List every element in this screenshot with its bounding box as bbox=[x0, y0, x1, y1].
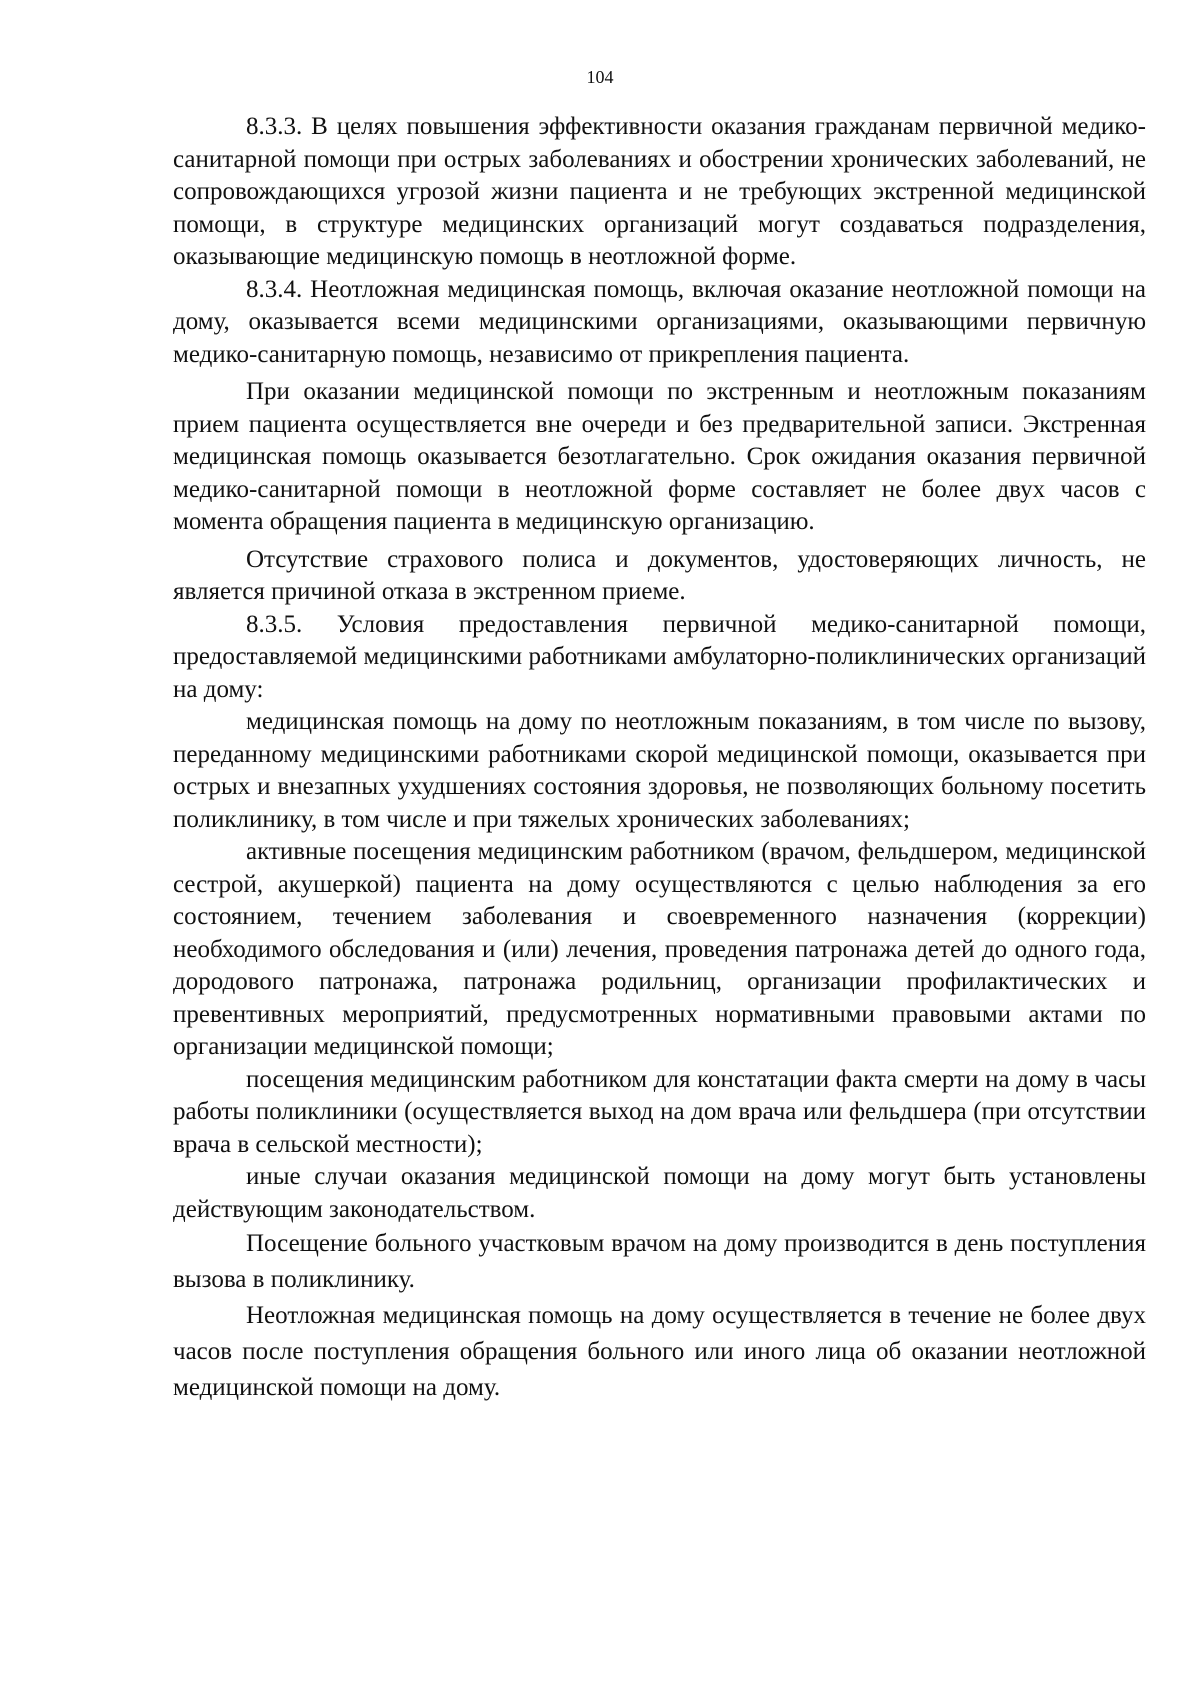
list-item-death-confirmation: посещения медицинским работником для констатации факта смерти на дому в часы работы поликлиники (осуществляется выход на дом врача или фельдшера (при отсутствии врача в сельской местности); bbox=[173, 1065, 1146, 1158]
paragraph-8-3-3: 8.3.3. В целях повышения эффективности оказания гражданам первичной медико-санитарной помощи при острых заболеваниях и обострении хронических заболеваний, не сопровождающихся угрозой жизни пациента и не требующих экстренной медицинской помощи, в структуре медицинских организаций могут создаваться подразделения, оказывающие медицинскую помощь в неотложной форме. bbox=[173, 113, 1146, 270]
paragraph-emergency-reception: При оказании медицинской помощи по экстренным и неотложным показаниям прием пациента осуществляется вне очереди и без предварительной записи. Экстренная медицинская помощь оказывается безотлагательно. Срок ожидания оказания первичной медико-санитарной помощи в неотложной форме составляет не более двух часов с момента обращения пациента в медицинскую организацию. bbox=[173, 378, 1146, 535]
document-body bbox=[173, 111, 1146, 1406]
list-item-other-cases: иные случаи оказания медицинской помощи на дому могут быть установлены действующим законодательством. bbox=[173, 1163, 1146, 1223]
page-number: 104 bbox=[586, 67, 614, 87]
paragraph-8-3-4: 8.3.4. Неотложная медицинская помощь, включая оказание неотложной помощи на дому, оказывается всеми медицинскими организациями, оказывающими первичную медико-санитарную помощь, независимо от прикрепления пациента. bbox=[173, 275, 1146, 368]
paragraph-no-insurance-policy: Отсутствие страхового полиса и документов, удостоверяющих личность, не является причиной отказа в экстренном приеме. bbox=[173, 545, 1146, 605]
list-item-active-visits: активные посещения медицинским работником (врачом, фельдшером, медицинской сестрой, акушеркой) пациента на дому осуществляются с целью наблюдения за его состоянием, течением заболевания и своевременного назначения (коррекции) необходимого обследования и (или) лечения, проведения патронажа детей до одного года, дородового патронажа, патронажа родильниц, организации профилактических и превентивных мероприятий, предусмотренных нормативными правовыми актами по организации медицинской помощи; bbox=[173, 838, 1146, 1060]
paragraph-district-doctor-visit: Посещение больного участковым врачом на дому производится в день поступления вызова в поликлинику. bbox=[173, 1230, 1146, 1293]
paragraph-8-3-5: 8.3.5. Условия предоставления первичной медико-санитарной помощи, предоставляемой медицинскими работниками амбулаторно-поликлинических организаций на дому: bbox=[173, 610, 1146, 703]
list-item-home-urgent-care: медицинская помощь на дому по неотложным показаниям, в том числе по вызову, переданному медицинскими работниками скорой медицинской помощи, оказывается при острых и внезапных ухудшениях состояния здоровья, не позволяющих больному посетить поликлинику, в том числе и при тяжелых хронических заболеваниях; bbox=[173, 708, 1146, 833]
paragraph-two-hours-home-care: Неотложная медицинская помощь на дому осуществляется в течение не более двух часов после поступления обращения больного или иного лица об оказании неотложной медицинской помощи на дому. bbox=[173, 1302, 1146, 1401]
